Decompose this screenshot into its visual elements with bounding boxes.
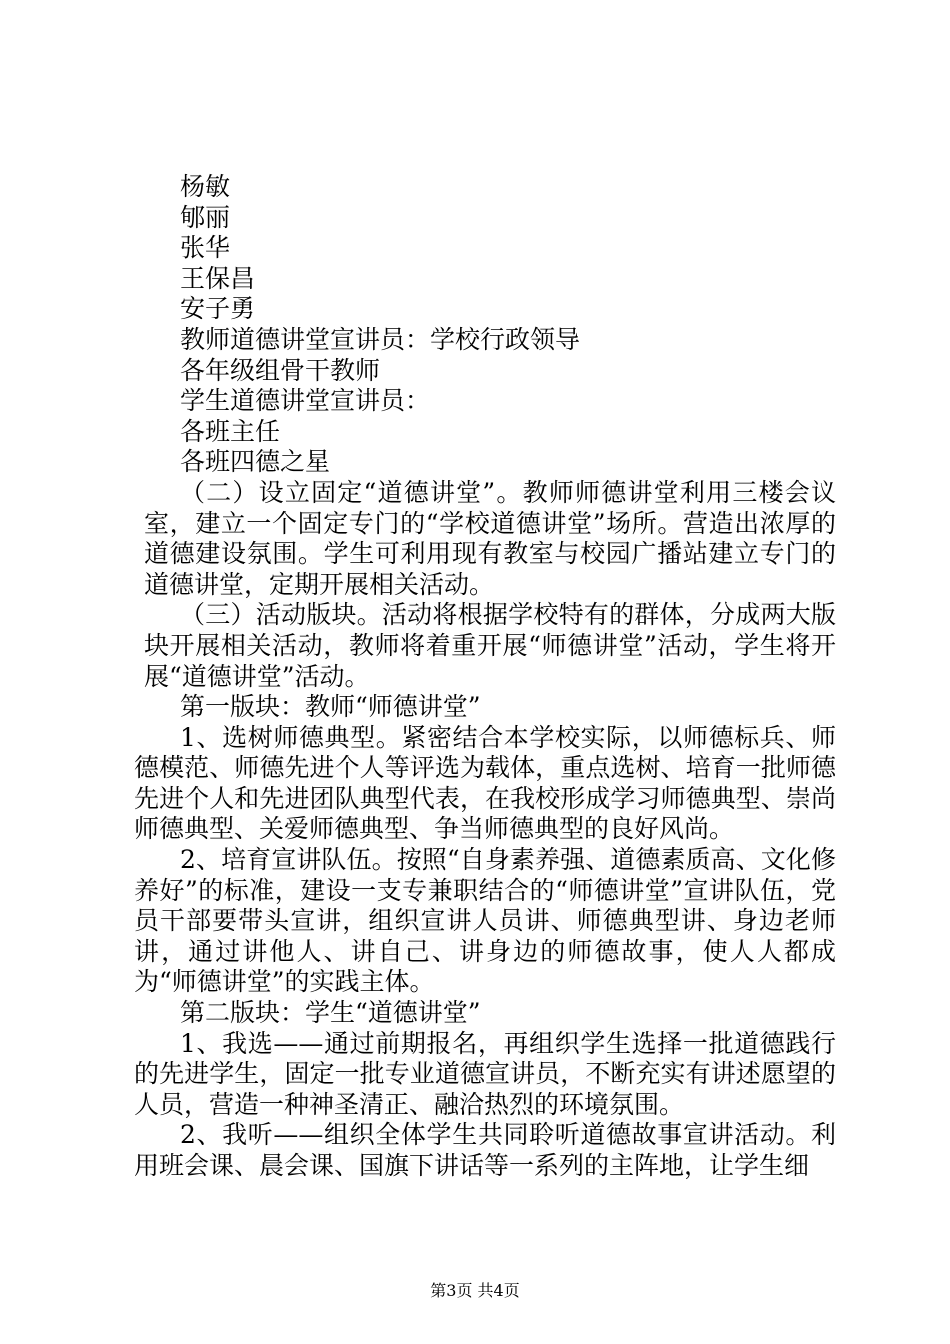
section-heading: 第二版块：学生“道德讲堂” [180,998,481,1028]
paragraph: 2、我听——组织全体学生共同聆听道德故事宣讲活动。利用班会课、晨会课、国旗下讲话等一系列的主阵地，让学生细 [134,1120,836,1180]
name-line: 郇丽 [180,202,231,232]
section-heading: 第一版块：教师“师德讲堂” [180,692,481,722]
text-line: 各班四德之星 [180,447,331,477]
paragraph: 1、我选——通过前期报名，再组织学生选择一批道德践行的先进学生，固定一批专业道德宣讲员，不断充实有讲述愿望的人员，营造一种神圣清正、融洽热烈的环境氛围。 [134,1028,836,1119]
text-line: 教师道德讲堂宣讲员：学校行政领导 [180,324,581,354]
name-line: 安子勇 [180,294,256,324]
name-line: 王保昌 [180,263,256,293]
text-line: 各年级组骨干教师 [180,355,381,385]
paragraph: （三）活动版块。活动将根据学校特有的群体，分成两大版块开展相关活动，教师将着重开展“师德讲堂”活动，学生将开展“道德讲堂”活动。 [144,600,836,691]
paragraph: 2、培育宣讲队伍。按照“自身素养强、道德素质高、文化修养好”的标准，建设一支专兼职结合的“师德讲堂”宣讲队伍，党员干部要带头宣讲，组织宣讲人员讲、师德典型讲、身边老师讲，通过讲他人、讲自己、讲身边的师德故事，使人人都成为“师德讲堂”的实践主体。 [134,845,836,997]
document-body [134,172,836,1182]
text-line: 学生道德讲堂宣讲员： [180,386,431,416]
name-line: 杨敏 [180,172,231,201]
page-footer: 第3页 共4页 [430,1281,520,1300]
text-line: 各班主任 [180,416,281,446]
paragraph: （二）设立固定“道德讲堂”。教师师德讲堂利用三楼会议室，建立一个固定专门的“学校道德讲堂”场所。营造出浓厚的道德建设氛围。学生可利用现有教室与校园广播站建立专门的道德讲堂，定期开展相关活动。 [144,477,836,599]
paragraph: 1、选树师德典型。紧密结合本学校实际，以师德标兵、师德模范、师德先进个人等评选为载体，重点选树、培育一批师德先进个人和先进团队典型代表，在我校形成学习师德典型、崇尚师德典型、关爱师德典型、争当师德典型的良好风尚。 [134,722,836,844]
name-line: 张华 [180,233,231,263]
